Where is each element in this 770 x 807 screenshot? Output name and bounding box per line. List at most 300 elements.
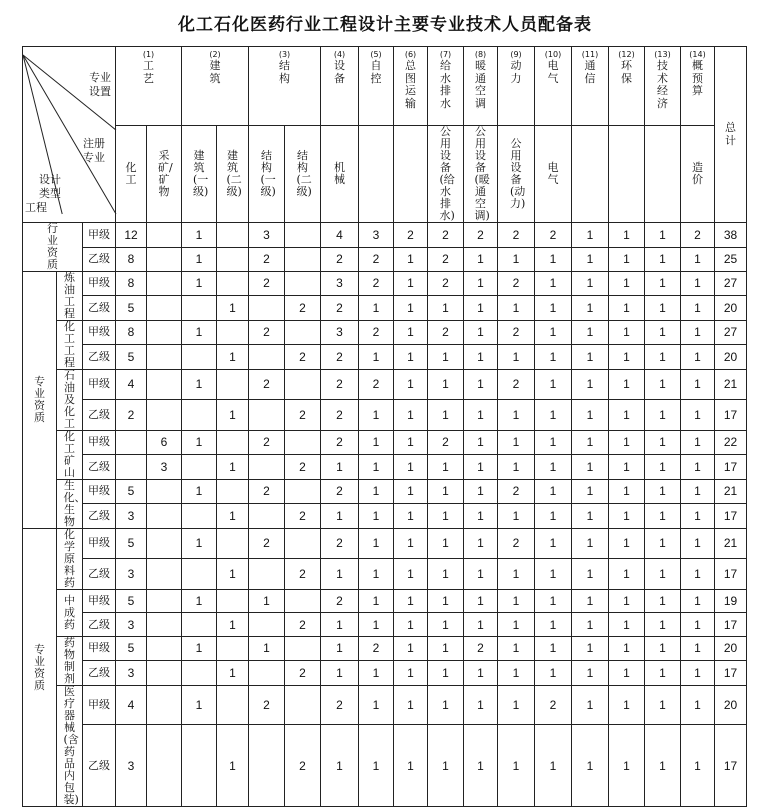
value-cell [147, 370, 182, 400]
value-cell [394, 660, 428, 685]
value-cell [147, 590, 182, 613]
value-cell [428, 590, 464, 613]
table-row [23, 558, 747, 589]
value-cell [681, 272, 715, 296]
value-cell [217, 725, 249, 807]
subgroup-label-text: 生化、生物 [63, 479, 86, 528]
value-text: 1 [512, 300, 520, 315]
value-cell [609, 480, 645, 504]
value-text: 1 [336, 641, 343, 656]
table-row [23, 223, 747, 248]
total-cell [715, 590, 747, 613]
value-text: 1 [407, 536, 414, 551]
value-text: 1 [512, 698, 520, 713]
value-text: 1 [442, 349, 449, 364]
value-cell [116, 686, 147, 725]
value-cell [464, 344, 498, 369]
value-text: 19 [723, 594, 738, 608]
total-cell [715, 344, 747, 369]
value-cell [249, 454, 285, 479]
value-cell [359, 529, 394, 559]
value-text: 21 [723, 377, 738, 392]
value-cell [464, 370, 498, 400]
value-text: 2 [442, 252, 449, 267]
value-text: 1 [549, 508, 557, 523]
value-text: 2 [336, 349, 343, 364]
value-cell [681, 431, 715, 455]
column-name: 通信 [584, 59, 596, 85]
sub-header [394, 126, 428, 223]
value-text: 2 [372, 252, 380, 267]
subgroup-label-text: 石油及化工 [64, 369, 75, 430]
value-text: 1 [407, 252, 414, 267]
grade-text: 甲级 [88, 377, 110, 391]
value-cell [217, 503, 249, 528]
value-cell [147, 247, 182, 272]
value-text: 1 [623, 536, 630, 551]
value-text: 1 [407, 617, 414, 632]
sub-header-label: 公用设备(给水排水) [439, 125, 455, 222]
value-cell [249, 529, 285, 559]
value-text: 3 [127, 617, 135, 632]
value-text: 1 [195, 252, 203, 267]
total-cell [715, 725, 747, 807]
value-text: 3 [263, 227, 270, 242]
value-text: 1 [407, 758, 414, 773]
table-row [23, 686, 747, 725]
value-cell [182, 613, 217, 637]
value-text: 1 [659, 300, 666, 315]
value-cell [285, 370, 321, 400]
value-cell [321, 480, 359, 504]
value-cell [464, 529, 498, 559]
value-cell [428, 431, 464, 455]
sub-header [182, 126, 217, 223]
value-text: 1 [229, 758, 236, 773]
value-cell [681, 480, 715, 504]
value-cell [116, 637, 147, 661]
value-text: 2 [512, 484, 520, 499]
value-cell [321, 503, 359, 528]
value-cell [428, 660, 464, 685]
value-cell [116, 503, 147, 528]
value-cell [359, 431, 394, 455]
value-cell [681, 660, 715, 685]
value-cell [498, 247, 535, 272]
value-cell [498, 272, 535, 296]
sub-header [321, 126, 359, 223]
value-text: 1 [512, 459, 520, 474]
value-cell [249, 613, 285, 637]
value-cell [285, 503, 321, 528]
sub-header [147, 126, 182, 223]
corner-label-row2: 设置 [89, 85, 111, 98]
value-text: 1 [512, 566, 520, 581]
value-cell [394, 558, 428, 589]
corner-label-row6: 类型 [39, 187, 61, 200]
value-cell [147, 272, 182, 296]
value-cell [645, 686, 681, 725]
value-text: 1 [623, 377, 630, 392]
value-text: 2 [336, 435, 343, 450]
value-text: 2 [512, 325, 520, 340]
value-text: 1 [442, 459, 449, 474]
table-row [23, 272, 747, 296]
value-text: 1 [623, 484, 630, 499]
value-text: 1 [407, 698, 414, 713]
value-cell [285, 637, 321, 661]
value-cell [217, 590, 249, 613]
column-name: 技术经济 [657, 59, 669, 110]
value-text: 3 [372, 227, 380, 242]
value-cell [645, 590, 681, 613]
value-cell [285, 223, 321, 248]
value-text: 5 [127, 536, 135, 551]
grade-text: 乙级 [88, 665, 110, 679]
value-cell [285, 480, 321, 504]
sub-header-label: 机械 [334, 161, 346, 186]
value-text: 1 [477, 407, 484, 422]
value-text: 1 [586, 536, 594, 551]
grade-cell [83, 590, 116, 613]
value-cell [645, 558, 681, 589]
value-text: 5 [127, 300, 135, 315]
subgroup-label [57, 529, 83, 590]
value-text: 1 [512, 617, 520, 632]
value-text: 1 [195, 484, 203, 499]
column-index: (14) [689, 50, 706, 59]
column-name: 动力 [510, 59, 522, 85]
value-cell [394, 503, 428, 528]
value-text: 1 [336, 459, 343, 474]
value-cell [498, 480, 535, 504]
value-cell [147, 558, 182, 589]
value-text: 3 [127, 665, 135, 680]
value-text: 1 [586, 508, 594, 523]
column-header-1 [116, 47, 182, 126]
value-text: 1 [442, 300, 449, 315]
total-cell [715, 399, 747, 430]
value-text: 5 [127, 641, 135, 656]
value-text: 1 [586, 698, 594, 713]
value-text: 1 [694, 566, 701, 581]
value-text: 1 [694, 325, 701, 340]
value-cell [572, 370, 609, 400]
value-text: 1 [477, 758, 484, 773]
value-text: 1 [549, 536, 557, 551]
column-index: (12) [618, 50, 635, 59]
value-text: 1 [372, 349, 380, 364]
column-name: 自控 [370, 59, 382, 85]
value-text: 1 [694, 594, 701, 608]
corner-label-row3: 注册 [83, 137, 105, 150]
grade-text: 甲级 [88, 325, 110, 339]
value-text: 2 [442, 325, 449, 340]
grade-text: 甲级 [88, 227, 110, 241]
value-cell [285, 399, 321, 430]
value-text: 2 [299, 349, 306, 364]
value-text: 2 [477, 641, 484, 656]
value-text: 1 [549, 435, 557, 450]
value-text: 1 [586, 665, 594, 680]
grade-text: 乙级 [88, 508, 110, 522]
value-text: 2 [549, 227, 557, 242]
table-row [23, 529, 747, 559]
value-text: 2 [336, 594, 343, 608]
value-cell [359, 344, 394, 369]
value-text: 1 [407, 566, 414, 581]
table-row [23, 454, 747, 479]
total-label: 总计 [725, 121, 737, 147]
value-cell [394, 480, 428, 504]
value-cell [428, 529, 464, 559]
value-cell [359, 613, 394, 637]
grade-text: 乙级 [88, 617, 110, 631]
value-cell [535, 590, 572, 613]
grade-cell [83, 660, 116, 685]
value-text: 1 [195, 536, 203, 551]
value-text: 1 [336, 566, 343, 581]
value-cell [428, 686, 464, 725]
value-cell [464, 399, 498, 430]
value-text: 1 [549, 665, 557, 680]
sub-header [217, 126, 249, 223]
value-text: 1 [586, 641, 594, 656]
value-cell [285, 725, 321, 807]
value-text: 1 [659, 276, 666, 291]
column-index: (3) [278, 50, 291, 59]
value-text: 20 [723, 641, 738, 656]
value-cell [464, 725, 498, 807]
value-cell [359, 637, 394, 661]
value-cell [147, 344, 182, 369]
value-text: 1 [442, 536, 449, 551]
value-text: 1 [623, 349, 630, 364]
value-cell [321, 247, 359, 272]
value-text: 1 [477, 459, 484, 474]
header-row-2 [23, 126, 747, 223]
value-cell [147, 725, 182, 807]
table-row [23, 370, 747, 400]
value-text: 25 [723, 252, 738, 267]
value-cell [394, 637, 428, 661]
value-text: 1 [512, 407, 520, 422]
value-text: 5 [127, 594, 135, 608]
corner-label-row5: 设计 [39, 173, 61, 186]
total-header [715, 47, 747, 223]
value-cell [394, 431, 428, 455]
value-cell [645, 454, 681, 479]
staff-table [22, 46, 747, 807]
value-cell [535, 454, 572, 479]
table-row [23, 660, 747, 685]
value-text: 2 [336, 377, 343, 392]
sub-header [428, 126, 464, 223]
value-text: 1 [549, 594, 557, 608]
value-cell [217, 686, 249, 725]
value-text: 17 [723, 566, 738, 581]
value-text: 1 [372, 300, 380, 315]
column-name: 建筑 [209, 59, 221, 85]
value-cell [498, 660, 535, 685]
column-header-13 [645, 47, 681, 126]
value-text: 1 [372, 484, 380, 499]
value-cell [182, 454, 217, 479]
value-cell [182, 431, 217, 455]
value-cell [147, 613, 182, 637]
value-text: 2 [372, 276, 380, 291]
value-cell [609, 247, 645, 272]
value-cell [609, 399, 645, 430]
value-text: 2 [694, 227, 701, 242]
value-cell [285, 590, 321, 613]
value-text: 1 [623, 227, 630, 242]
value-text: 1 [659, 698, 666, 713]
value-text: 17 [723, 617, 738, 632]
value-cell [535, 480, 572, 504]
value-text: 1 [549, 484, 557, 499]
value-text: 1 [372, 459, 380, 474]
value-cell [359, 686, 394, 725]
value-text: 2 [336, 698, 343, 713]
value-cell [464, 480, 498, 504]
column-index: (5) [370, 50, 382, 59]
value-cell [359, 454, 394, 479]
value-text: 1 [659, 665, 666, 680]
value-cell [217, 613, 249, 637]
value-cell [535, 503, 572, 528]
sub-header [116, 126, 147, 223]
value-text: 2 [512, 536, 520, 551]
value-cell [609, 344, 645, 369]
value-text: 1 [659, 536, 666, 551]
value-cell [464, 272, 498, 296]
value-text: 1 [229, 407, 236, 422]
value-cell [681, 399, 715, 430]
value-text: 1 [477, 698, 484, 713]
total-cell [715, 529, 747, 559]
column-header-12 [609, 47, 645, 126]
value-cell [147, 399, 182, 430]
value-text: 21 [723, 536, 738, 551]
value-text: 1 [586, 276, 594, 291]
value-text: 1 [586, 758, 594, 773]
value-cell [217, 321, 249, 345]
value-cell [116, 431, 147, 455]
value-text: 2 [407, 227, 414, 242]
value-cell [645, 321, 681, 345]
value-cell [681, 637, 715, 661]
sub-header-label: 化工 [125, 161, 137, 186]
value-cell [535, 431, 572, 455]
value-text: 1 [694, 435, 701, 450]
value-text: 1 [336, 665, 343, 680]
grade-cell [83, 272, 116, 296]
value-cell [285, 295, 321, 320]
value-text: 2 [263, 698, 270, 713]
value-text: 1 [586, 349, 594, 364]
column-index: (10) [544, 50, 562, 59]
value-text: 1 [477, 252, 484, 267]
value-cell [359, 399, 394, 430]
value-cell [645, 637, 681, 661]
value-cell [572, 321, 609, 345]
value-text: 1 [586, 566, 594, 581]
value-cell [321, 613, 359, 637]
subgroup-label-text: 医疗器械(含药品内包装) [63, 685, 79, 806]
value-cell [394, 344, 428, 369]
value-text: 1 [586, 300, 594, 315]
value-cell [428, 321, 464, 345]
value-text: 1 [512, 508, 520, 523]
value-cell [182, 344, 217, 369]
value-cell [147, 321, 182, 345]
value-text: 17 [723, 665, 738, 680]
grade-text: 乙级 [88, 407, 110, 421]
value-cell [464, 660, 498, 685]
value-cell [321, 399, 359, 430]
value-cell [394, 370, 428, 400]
value-text: 1 [549, 349, 557, 364]
value-cell [359, 660, 394, 685]
total-cell [715, 223, 747, 248]
value-cell [394, 399, 428, 430]
grade-text: 甲级 [88, 435, 110, 449]
value-cell [609, 529, 645, 559]
sub-header [464, 126, 498, 223]
value-text: 1 [372, 698, 380, 713]
sub-header [249, 126, 285, 223]
table-row [23, 590, 747, 613]
grade-cell [83, 503, 116, 528]
value-text: 1 [549, 459, 557, 474]
value-text: 2 [336, 300, 343, 315]
value-cell [498, 590, 535, 613]
value-text: 1 [372, 435, 380, 450]
value-text: 1 [659, 252, 666, 267]
value-cell [609, 637, 645, 661]
grade-cell [83, 725, 116, 807]
value-text: 1 [549, 377, 557, 392]
grade-cell [83, 431, 116, 455]
subgroup-label [57, 637, 83, 686]
total-cell [715, 295, 747, 320]
value-cell [464, 686, 498, 725]
value-text: 1 [549, 407, 557, 422]
grade-cell [83, 637, 116, 661]
grade-text: 甲级 [88, 594, 110, 607]
value-text: 3 [336, 276, 343, 291]
subgroup-label-text: 药物制剂 [64, 636, 75, 685]
value-cell [464, 558, 498, 589]
sub-header-label: 公用设备(暖通空调) [474, 125, 490, 222]
value-cell [359, 503, 394, 528]
value-text: 1 [623, 459, 630, 474]
value-cell [428, 295, 464, 320]
value-text: 2 [372, 641, 380, 656]
value-cell [464, 590, 498, 613]
value-text: 1 [477, 508, 484, 523]
value-text: 1 [442, 665, 449, 680]
total-cell [715, 613, 747, 637]
value-text: 1 [586, 484, 594, 499]
value-cell [464, 454, 498, 479]
grade-cell [83, 321, 116, 345]
value-cell [321, 558, 359, 589]
group-label-text: 行业资质 [47, 222, 58, 271]
value-text: 1 [586, 435, 594, 450]
value-text: 2 [477, 227, 484, 242]
